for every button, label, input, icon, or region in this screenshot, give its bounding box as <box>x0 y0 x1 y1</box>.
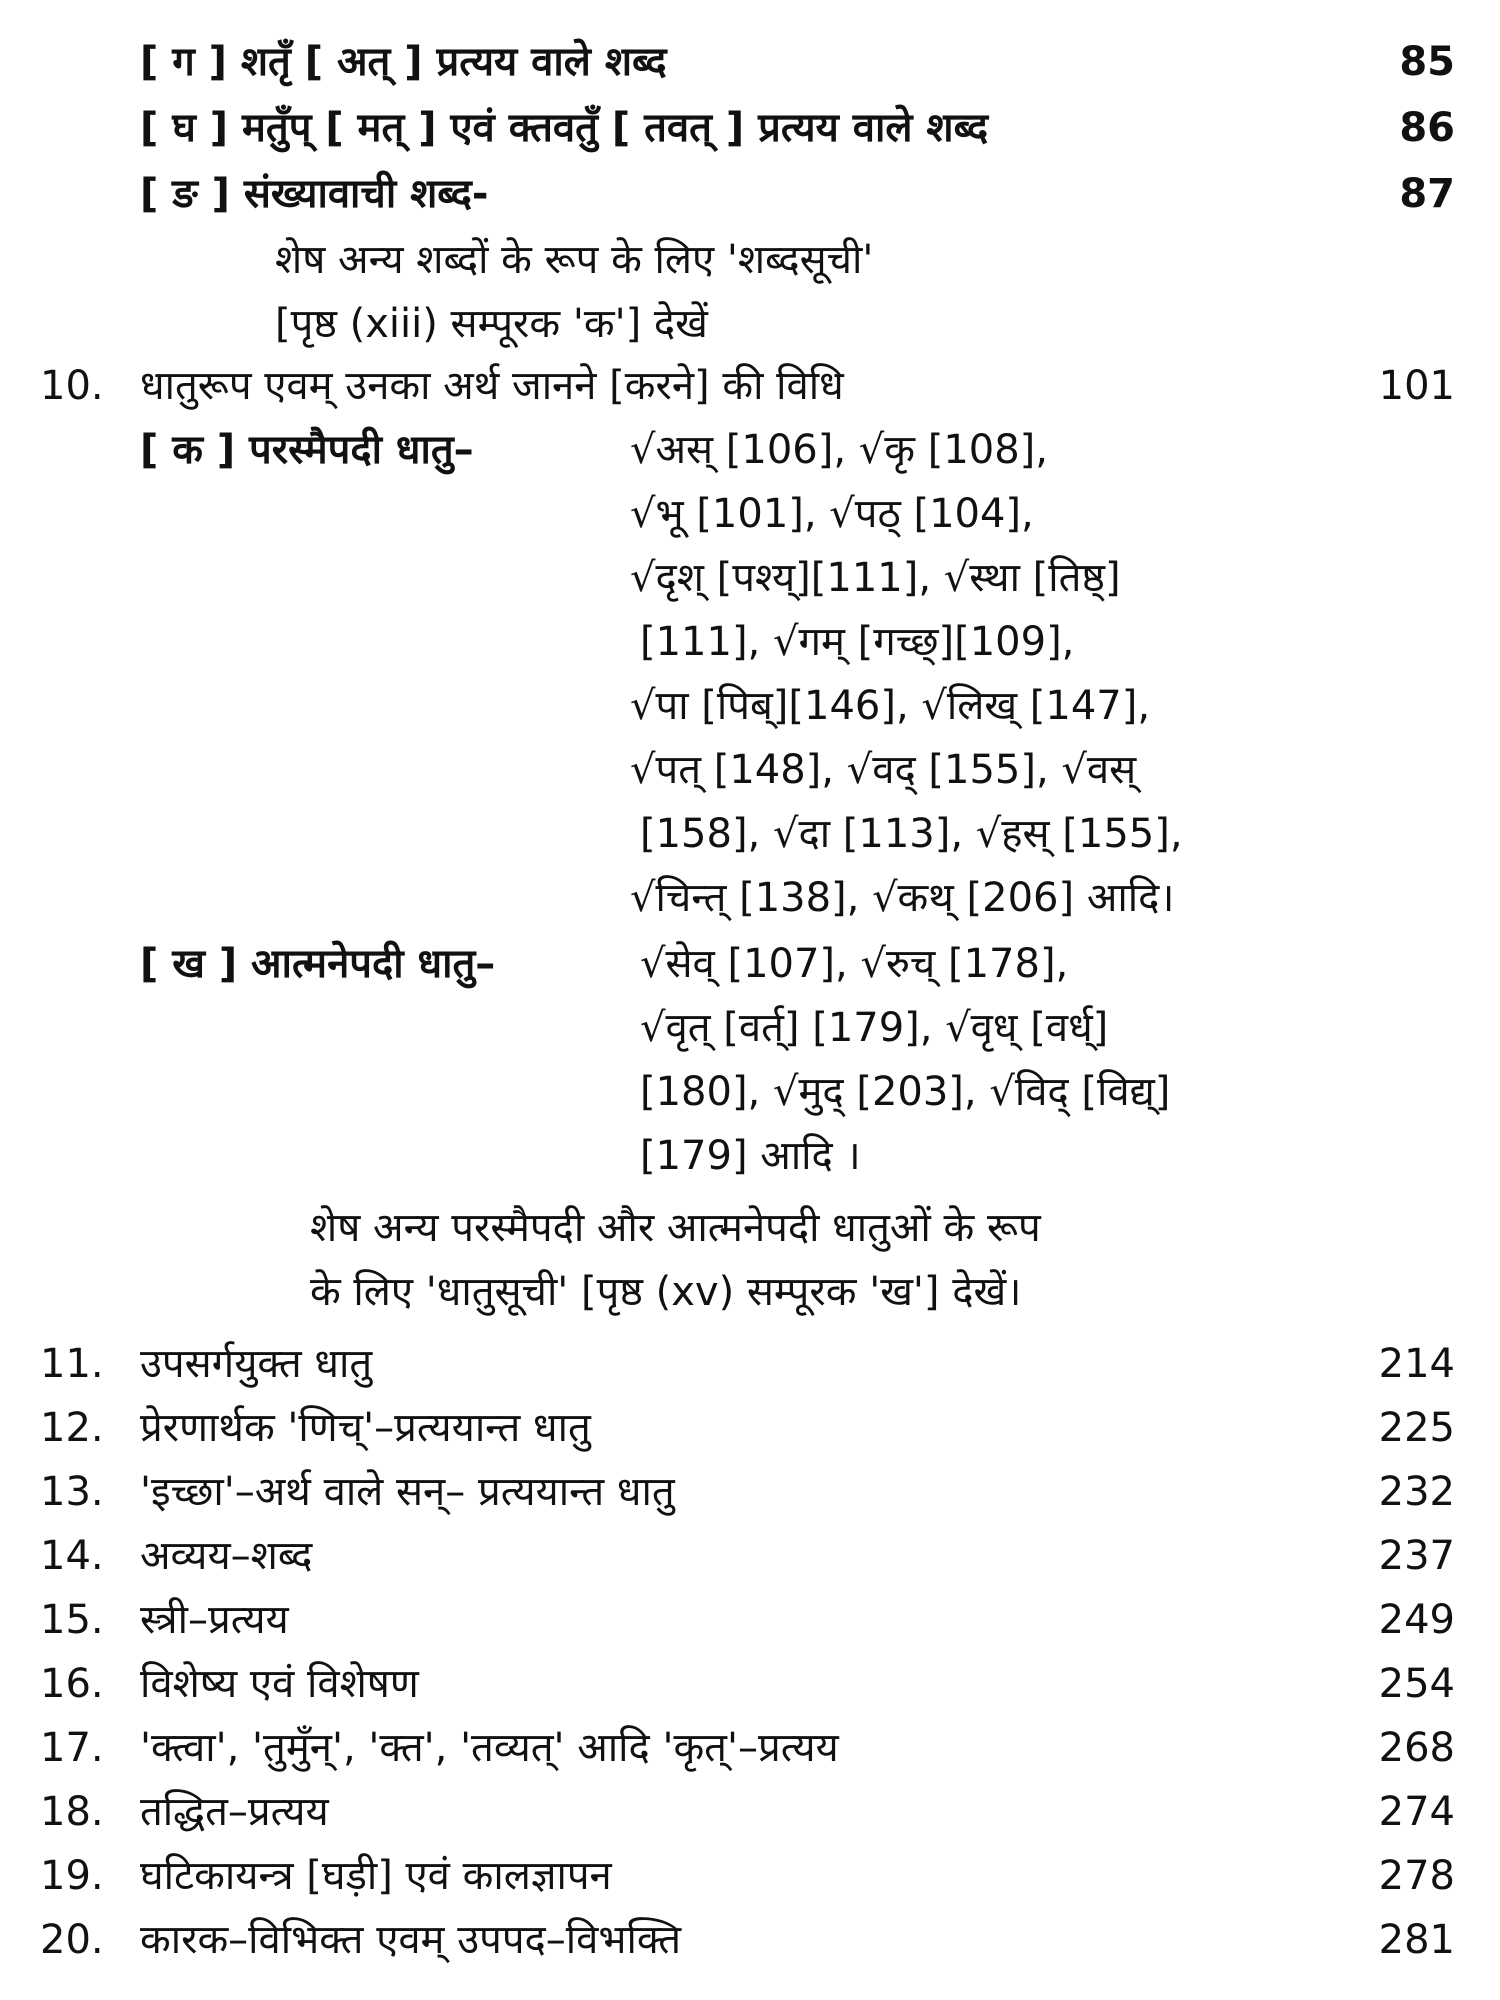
entry-number: 19. <box>40 1853 104 1899</box>
entry-number: 10. <box>40 363 104 409</box>
atmanepadi-row-2 <box>0 996 1500 1060</box>
toc-entry-ga <box>0 30 1500 94</box>
toc-entry-18 <box>0 1780 1500 1844</box>
note-line: शेष अन्य परस्मैपदी और आत्मनेपदी धातुओं के रूप <box>310 1205 1041 1251</box>
entry-page: 278 <box>1378 1853 1455 1899</box>
entry-text: स्त्री–प्रत्यय <box>140 1597 289 1643</box>
parasmaipadi-row-4 <box>0 610 1500 674</box>
entry-number: 13. <box>40 1469 104 1515</box>
atmanepadi-label: [ ख ] आत्मनेपदी धातु– <box>140 941 496 987</box>
note-shabdasuchi-ref <box>0 292 1500 356</box>
note-dhatusuchi-ref <box>0 1260 1500 1324</box>
dhatu-list-line: [158], √दा [113], √हस् [155], <box>640 811 1183 857</box>
note-line: [पृष्ठ (xiii) सम्पूरक 'क'] देखें <box>275 301 708 347</box>
parasmaipadi-label: [ क ] परस्मैपदी धातु– <box>140 427 474 473</box>
entry-number: 12. <box>40 1405 104 1451</box>
atmanepadi-row-1 <box>0 932 1500 996</box>
parasmaipadi-row-1 <box>0 418 1500 482</box>
entry-text: अव्यय–शब्द <box>140 1533 313 1579</box>
toc-entry-14 <box>0 1524 1500 1588</box>
dhatu-list-line: [179] आदि । <box>640 1133 861 1179</box>
entry-number: 14. <box>40 1533 104 1579</box>
dhatu-list-line: √सेव् [107], √रुच् [178], <box>640 941 1069 987</box>
toc-entry-nga <box>0 162 1500 226</box>
entry-page: 274 <box>1378 1789 1455 1835</box>
entry-page: 254 <box>1378 1661 1455 1707</box>
dhatu-list-line: [180], √मुद् [203], √विद् [विद्य्] <box>640 1069 1171 1115</box>
entry-text: [ घ ] मतुँप् [ मत् ] एवं क्तवतुँ [ तवत् ] प्रत्यय वाले शब्द <box>140 105 989 151</box>
dhatu-list-line: √पा [पिब्][146], √लिख् [147], <box>630 683 1151 729</box>
toc-entry-19 <box>0 1844 1500 1908</box>
entry-text: 'इच्छा'–अर्थ वाले सन्– प्रत्ययान्त धातु <box>140 1469 675 1515</box>
entry-number: 17. <box>40 1725 104 1771</box>
entry-page: 249 <box>1378 1597 1455 1643</box>
toc-entry-12 <box>0 1396 1500 1460</box>
toc-entry-10 <box>0 354 1500 418</box>
entry-page: 281 <box>1378 1917 1455 1963</box>
entry-number: 11. <box>40 1341 104 1387</box>
note-dhatusuchi <box>0 1196 1500 1260</box>
dhatu-list-line: √अस् [106], √कृ [108], <box>630 427 1048 473</box>
entry-page: 225 <box>1378 1405 1455 1451</box>
entry-text: [ ङ ] संख्यावाची शब्द- <box>140 171 489 217</box>
entry-page: 237 <box>1378 1533 1455 1579</box>
toc-entry-11 <box>0 1332 1500 1396</box>
entry-text: उपसर्गयुक्त धातु <box>140 1341 373 1387</box>
entry-number: 15. <box>40 1597 104 1643</box>
entry-page: 86 <box>1399 105 1455 151</box>
entry-text: कारक–विभिक्त एवम् उपपद–विभक्ति <box>140 1917 682 1963</box>
entry-page: 101 <box>1378 363 1455 409</box>
toc-entry-13 <box>0 1460 1500 1524</box>
parasmaipadi-row-8 <box>0 866 1500 930</box>
parasmaipadi-row-5 <box>0 674 1500 738</box>
entry-text: तद्धित–प्रत्यय <box>140 1789 329 1835</box>
entry-text: विशेष्य एवं विशेषण <box>140 1661 419 1707</box>
toc-entry-17 <box>0 1716 1500 1780</box>
dhatu-list-line: √दृश् [पश्य्][111], √स्था [तिष्ठ्] <box>630 555 1121 601</box>
dhatu-list-line: √भू [101], √पठ् [104], <box>630 491 1034 537</box>
parasmaipadi-row-6 <box>0 738 1500 802</box>
note-shabdasuchi <box>0 228 1500 292</box>
note-line: शेष अन्य शब्दों के रूप के लिए 'शब्दसूची' <box>275 237 874 283</box>
atmanepadi-row-4 <box>0 1124 1500 1188</box>
entry-text: [ ग ] शतृँ [ अत् ] प्रत्यय वाले शब्द <box>140 39 667 85</box>
parasmaipadi-row-3 <box>0 546 1500 610</box>
dhatu-list-line: √पत् [148], √वद् [155], √वस् <box>630 747 1137 793</box>
entry-number: 20. <box>40 1917 104 1963</box>
note-line: के लिए 'धातुसूची' [पृष्ठ (xv) सम्पूरक 'ख'] देखें। <box>310 1269 1022 1315</box>
entry-number: 18. <box>40 1789 104 1835</box>
dhatu-list-line: √चिन्त् [138], √कथ् [206] आदि। <box>630 875 1175 921</box>
toc-entry-15 <box>0 1588 1500 1652</box>
parasmaipadi-row-7 <box>0 802 1500 866</box>
dhatu-list-line: √वृत् [वर्त्] [179], √वृध् [वर्ध्] <box>640 1005 1109 1051</box>
toc-entry-20 <box>0 1908 1500 1972</box>
parasmaipadi-row-2 <box>0 482 1500 546</box>
entry-text: घटिकायन्त्र [घड़ी] एवं कालज्ञापन <box>140 1853 612 1899</box>
entry-number: 16. <box>40 1661 104 1707</box>
entry-text: 'क्त्वा', 'तुमुँन्', 'क्त', 'तव्यत्' आदि 'कृत्'–प्रत्यय <box>140 1725 839 1771</box>
entry-page: 85 <box>1399 39 1455 85</box>
atmanepadi-row-3 <box>0 1060 1500 1124</box>
entry-page: 232 <box>1378 1469 1455 1515</box>
dhatu-list-line: [111], √गम् [गच्छ्][109], <box>640 619 1075 665</box>
toc-entry-gha <box>0 96 1500 160</box>
entry-page: 268 <box>1378 1725 1455 1771</box>
entry-text: प्रेरणार्थक 'णिच्'–प्रत्ययान्त धातु <box>140 1405 591 1451</box>
entry-page: 214 <box>1378 1341 1455 1387</box>
toc-entry-16 <box>0 1652 1500 1716</box>
entry-text: धातुरूप एवम् उनका अर्थ जानने [करने] की विधि <box>140 363 844 409</box>
entry-page: 87 <box>1399 171 1455 217</box>
